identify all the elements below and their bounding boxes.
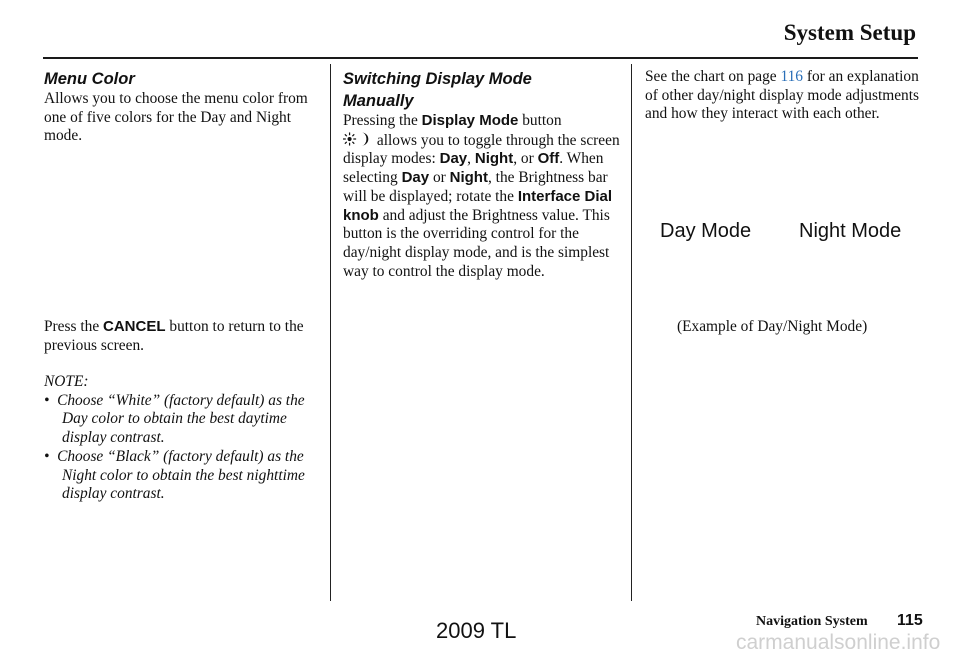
watermark: carmanualsonline.info — [736, 631, 941, 654]
note-block — [44, 373, 319, 504]
column-divider-right — [631, 64, 632, 601]
header-rule — [43, 57, 918, 59]
model-label: 2009 TL — [436, 618, 517, 643]
menu-color-section — [44, 68, 319, 146]
switching-heading: Switching Display Mode Manually — [343, 70, 532, 110]
display-mode-label: Display Mode — [421, 112, 519, 129]
cancel-instruction — [44, 318, 319, 355]
switching-section — [343, 68, 621, 281]
switching-body: Pressing the Display Mode button allows you to toggle through the screen display modes: Day, Night, or Off. When selecting Day or Night, the Brightness bar will be displayed; rotate the Interface Dial knob and adjust the Brightness value. This button is the overriding control for the day/night display mode, and is the simplest way to control the display mode. — [343, 112, 620, 280]
interface-dial-label: Interface Dial knob — [343, 187, 613, 224]
day-mode-label: Day Mode — [660, 220, 752, 242]
chart-reference: See the chart on page 116 for an explanation of other day/night display mode adjustments and how they interact with each other. — [645, 68, 919, 123]
note-item: • Choose “White” (factory default) as the Day color to obtain the best daytime display contrast. — [44, 391, 305, 447]
note-label: NOTE: — [44, 373, 89, 390]
footer-nav-label: Navigation System — [756, 614, 868, 629]
example-caption: (Example of Day/Night Mode) — [677, 318, 868, 335]
note-item: • Choose “Black” (factory default) as the Night color to obtain the best nighttime display contrast. — [44, 447, 305, 503]
page-number: 115 — [897, 612, 923, 629]
press-suffix: button to return to the previous screen. — [44, 318, 304, 354]
menu-color-heading: Menu Color — [44, 70, 135, 88]
sun-moon-icon — [343, 131, 373, 147]
column-divider-left — [330, 64, 331, 601]
menu-color-body: Allows you to choose the menu color from one of five colors for the Day and Night mode. — [44, 90, 308, 145]
night-mode-label: Night Mode — [799, 220, 902, 242]
page-116-link[interactable]: 116 — [780, 68, 803, 85]
cancel-key-label: CANCEL — [103, 318, 166, 335]
press-prefix: Press the — [44, 318, 100, 335]
page-title: System Setup — [783, 20, 916, 45]
